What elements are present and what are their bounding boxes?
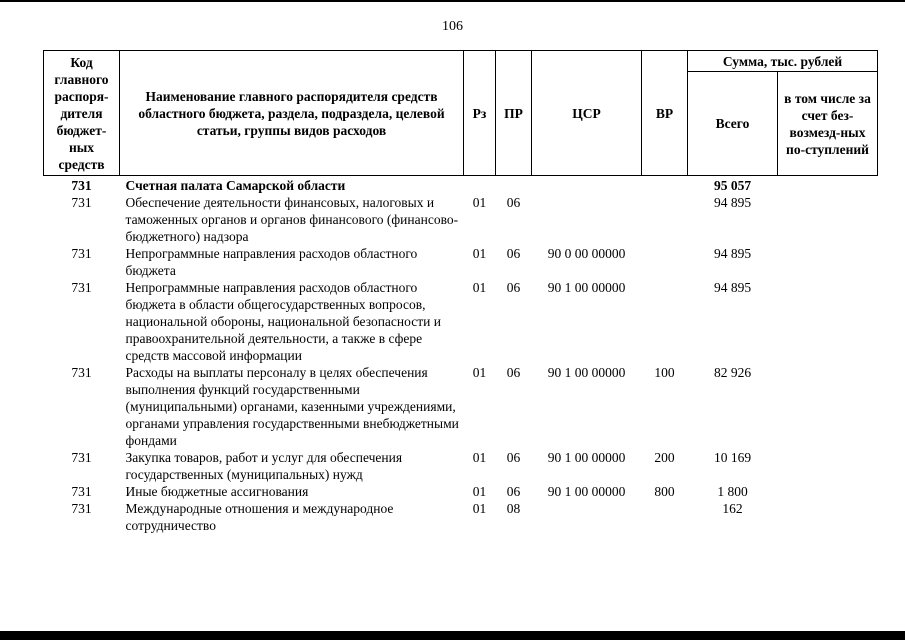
scan-edge-top: [0, 0, 905, 2]
row-code: 731: [71, 450, 92, 465]
row-code: 731: [71, 178, 92, 193]
row-code: 731: [71, 195, 92, 210]
row-total: 162: [722, 501, 743, 516]
row-rz: 01: [472, 501, 487, 516]
row-non-repayable: [778, 176, 878, 195]
row-pr: 06: [506, 365, 521, 380]
row-rz: [464, 176, 496, 195]
row-pr: 06: [506, 450, 521, 465]
table-row: [44, 279, 878, 364]
row-csr: 90 1 00 00000: [547, 450, 626, 465]
table-header: [44, 51, 878, 176]
row-name: Международные отношения и международное сотрудничество: [125, 501, 394, 533]
row-csr: [532, 500, 642, 534]
row-total: 94 895: [713, 195, 752, 210]
header-code: Код главного распоря-дителя бюджет-ных средств: [44, 51, 120, 176]
header-name: Наименование главного распорядителя средств областного бюджета, раздела, подраздела, целевой статьи, группы видов расходов: [120, 51, 464, 176]
scan-edge-bottom: [0, 631, 905, 640]
row-pr: 06: [506, 280, 521, 295]
row-pr: [496, 176, 532, 195]
row-non-repayable: [778, 364, 878, 449]
row-rz: 01: [472, 365, 487, 380]
row-rz: 01: [472, 484, 487, 499]
row-name: Иные бюджетные ассигнования: [125, 484, 309, 499]
row-csr: [532, 194, 642, 245]
header-pr: ПР: [496, 51, 532, 176]
row-vr: [642, 500, 688, 534]
row-name: Закупка товаров, работ и услуг для обеспечения государственных (муниципальных) нужд: [125, 450, 403, 482]
row-pr: 08: [506, 501, 521, 516]
row-csr: [532, 176, 642, 195]
row-pr: 06: [506, 484, 521, 499]
table-row: [44, 194, 878, 245]
row-total: 95 057: [713, 178, 752, 193]
header-sum: Сумма, тыс. рублей: [688, 51, 878, 72]
row-non-repayable: [778, 483, 878, 500]
row-name: Счетная палата Самарской области: [125, 178, 346, 193]
row-non-repayable: [778, 500, 878, 534]
row-total: 94 895: [713, 280, 752, 295]
row-csr: 90 1 00 00000: [547, 365, 626, 380]
row-name: Обеспечение деятельности финансовых, налоговых и таможенных органов и органов финансового (финансово-бюджетного) надзора: [125, 195, 459, 244]
table-row: [44, 500, 878, 534]
row-total: 1 800: [717, 484, 748, 499]
row-rz: 01: [472, 246, 487, 261]
budget-table: [43, 50, 878, 534]
row-non-repayable: [778, 245, 878, 279]
row-vr: 200: [654, 450, 675, 465]
row-rz: 01: [472, 280, 487, 295]
row-pr: 06: [506, 195, 521, 210]
row-csr: 90 1 00 00000: [547, 484, 626, 499]
row-code: 731: [71, 246, 92, 261]
row-total: 10 169: [713, 450, 752, 465]
row-code: 731: [71, 501, 92, 516]
page-number: 106: [442, 19, 463, 34]
row-name: Непрограммные направления расходов областного бюджета: [125, 246, 418, 278]
row-vr: [642, 176, 688, 195]
row-name: Расходы на выплаты персоналу в целях обеспечения выполнения функций государственными (муниципальными) органами, казенными учреждениями, органами управления государственными внебюджетными фондами: [125, 365, 459, 448]
row-name: Непрограммные направления расходов областного бюджета в области общегосударственных вопросов, национальной обороны, национальной безопасности и правоохранительной деятельности, а также в сфере средств массовой информации: [125, 280, 441, 363]
header-non-repayable: в том числе за счет без-возмезд-ных по-ступлений: [778, 72, 878, 176]
row-non-repayable: [778, 449, 878, 483]
row-non-repayable: [778, 194, 878, 245]
header-total: Всего: [688, 72, 778, 176]
table-row: [44, 449, 878, 483]
row-vr: 800: [654, 484, 675, 499]
row-vr: 100: [654, 365, 675, 380]
row-csr: 90 1 00 00000: [547, 280, 626, 295]
row-code: 731: [71, 280, 92, 295]
row-code: 731: [71, 365, 92, 380]
row-total: 94 895: [713, 246, 752, 261]
row-rz: 01: [472, 450, 487, 465]
table-row: [44, 483, 878, 500]
header-rz: Рз: [464, 51, 496, 176]
header-csr: ЦСР: [532, 51, 642, 176]
row-pr: 06: [506, 246, 521, 261]
row-non-repayable: [778, 279, 878, 364]
row-vr: [642, 279, 688, 364]
row-total: 82 926: [713, 365, 752, 380]
row-rz: 01: [472, 195, 487, 210]
table-row: [44, 364, 878, 449]
row-code: 731: [71, 484, 92, 499]
table-row: [44, 176, 878, 195]
row-csr: 90 0 00 00000: [547, 246, 626, 261]
row-vr: [642, 194, 688, 245]
row-vr: [642, 245, 688, 279]
table-body: [44, 176, 878, 535]
header-vr: ВР: [642, 51, 688, 176]
table-row: [44, 245, 878, 279]
